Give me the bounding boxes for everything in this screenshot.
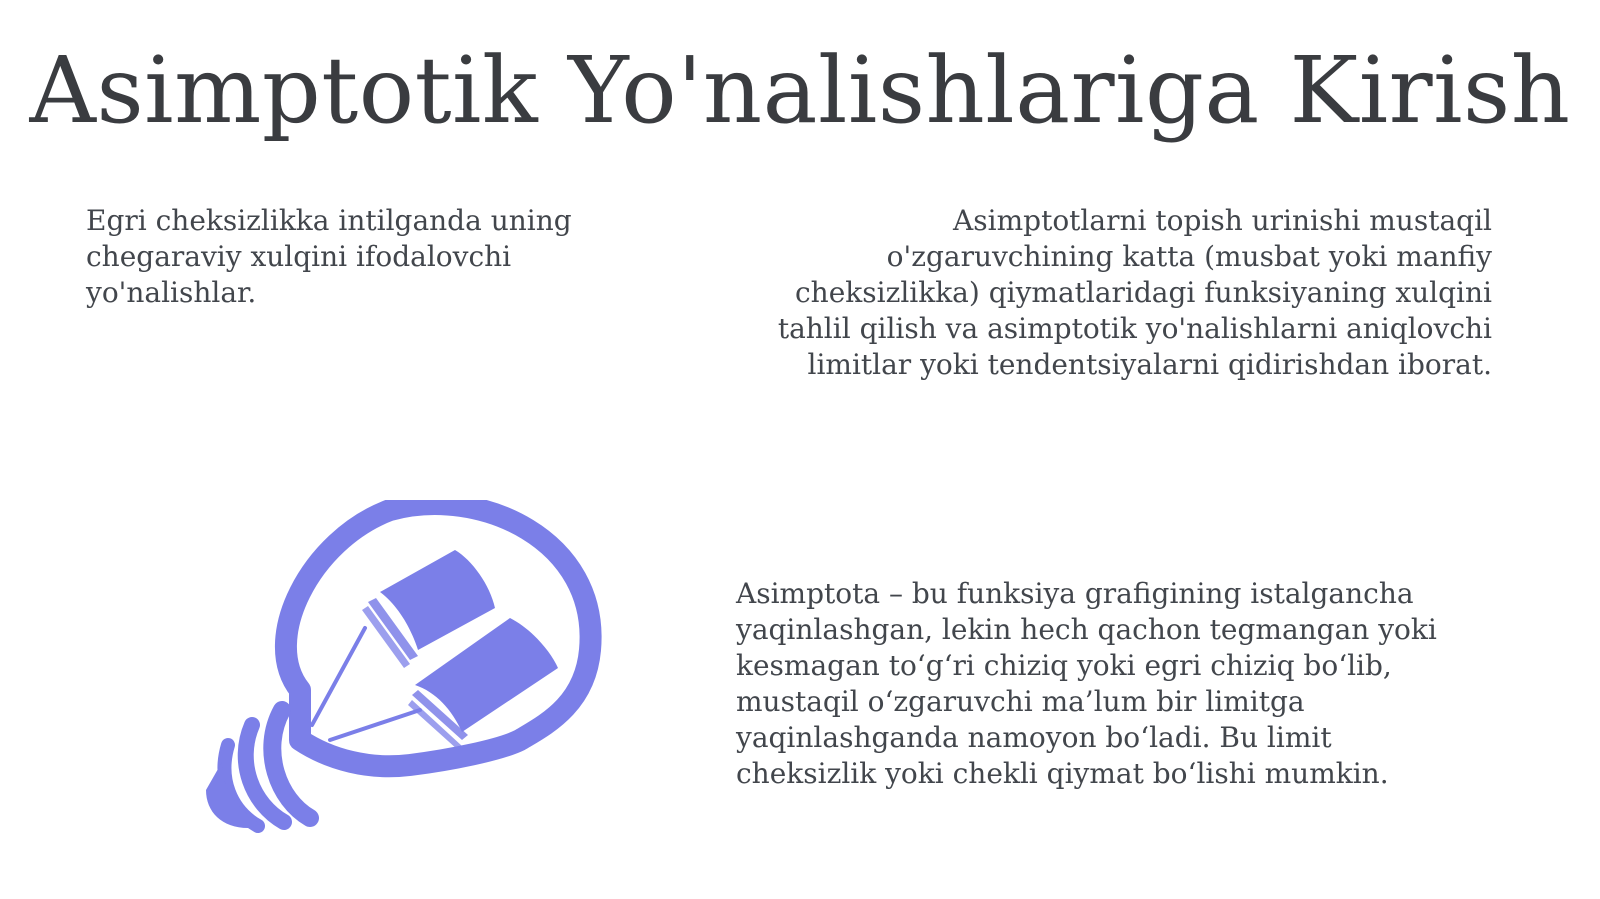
page-title: Asimptotik Yo'nalishlariga Kirish: [29, 37, 1571, 144]
method-text: Asimptotlarni topish urinishi mustaqil o'zgaruvchining katta (musbat yoki manfiy cheksizlikka) qiymatlaridagi funksiyaning xulqini tahlil qilish va asimptotik yo'nalishlarni aniqlovchi limitlar yoki tendentsiyalarni qidirishdan iborat.: [777, 204, 1492, 381]
lightbulb-book-icon: [200, 500, 620, 860]
asymptote-definition-text: Asimptota – bu funksiya grafigining istalgancha yaqinlashgan, lekin hech qachon tegmangan yoki kesmagan to‘g‘ri chiziq yoki egri chiziq bo‘lib, mustaqil o‘zgaruvchi ma’lum bir limitga yaqinlashganda namoyon bo‘ladi. Bu limit cheksizlik yoki chekli qiymat bo‘lishi mumkin.: [736, 577, 1437, 790]
definition-text: Egri cheksizlikka intilganda uning chegaraviy xulqini ifodalovchi yo'nalishlar.: [86, 204, 572, 309]
